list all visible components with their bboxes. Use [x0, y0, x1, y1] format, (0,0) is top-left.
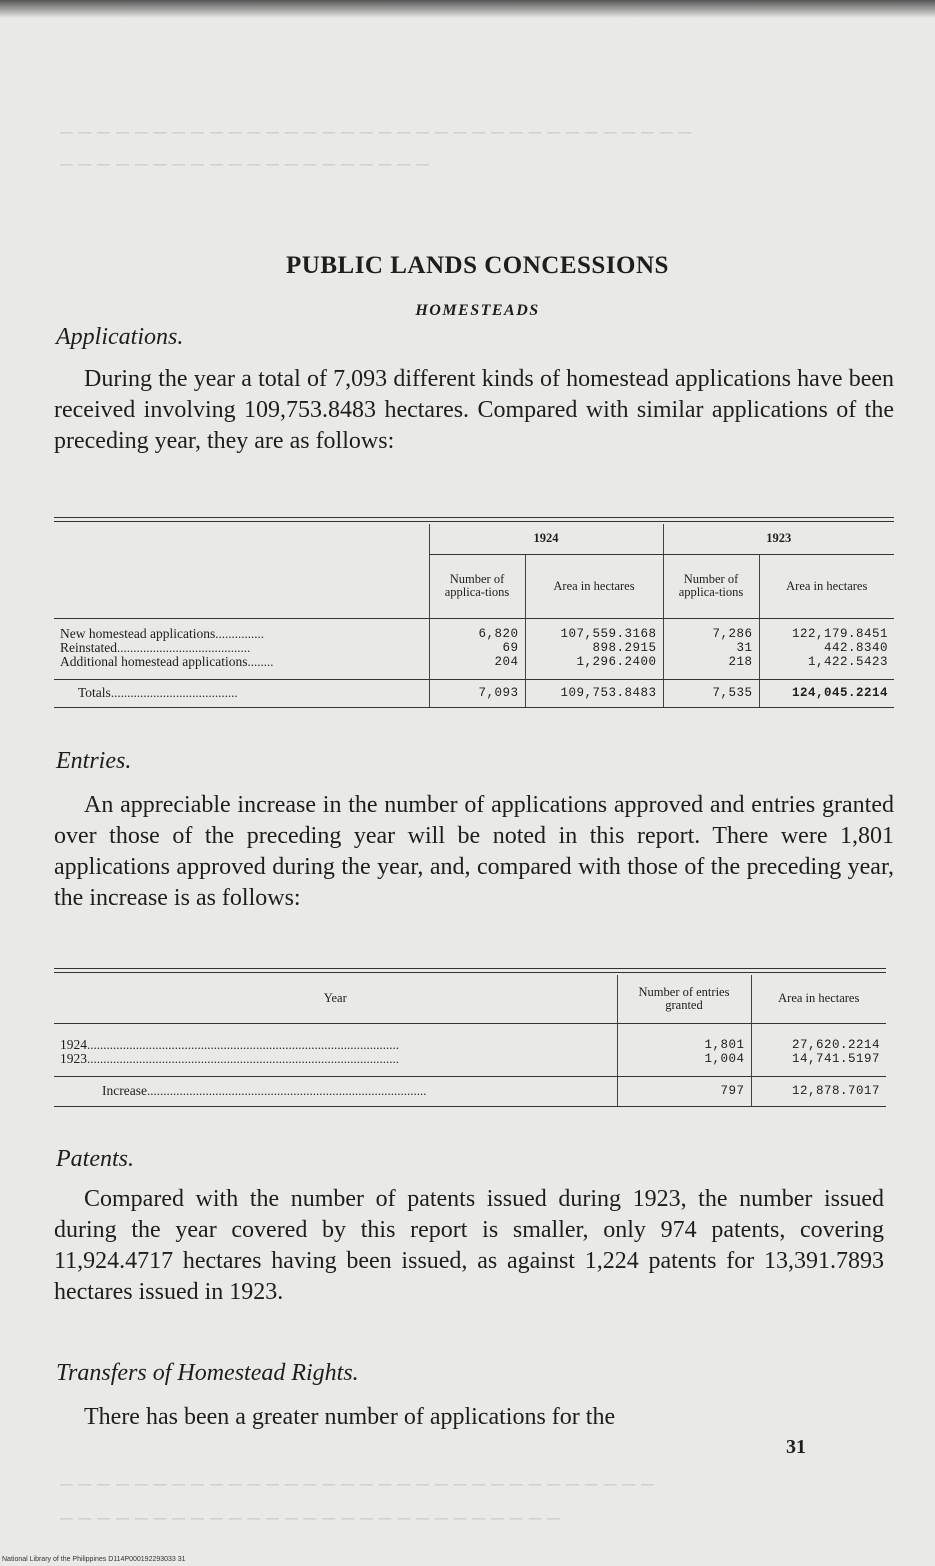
column-year: Year	[54, 975, 617, 1023]
cell-number: 69	[429, 641, 525, 655]
column-area: Area in hectares	[759, 554, 894, 618]
table-row	[54, 618, 894, 641]
cell-area: 124,045.2214	[759, 679, 894, 707]
table-rule	[54, 972, 886, 973]
applications-table	[54, 524, 894, 708]
table-row	[54, 1023, 886, 1052]
heading-applications: Applications.	[56, 324, 184, 350]
column-year-1923: 1923	[663, 524, 894, 554]
table-corner	[54, 524, 429, 618]
paragraph-applications: During the year a total of 7,093 different kinds of homestead applications have been received involving 109,753.8483 hectares. Compared with similar applications of the preceding year, they are as follows:	[54, 366, 894, 454]
cell-area: 109,753.8483	[525, 679, 663, 707]
column-area: Area in hectares	[751, 975, 886, 1023]
cell-area: 27,620.2214	[751, 1023, 886, 1052]
row-year: 1924................................................................................................	[60, 1036, 399, 1052]
cell-area: 898.2915	[525, 641, 663, 655]
row-label: Totals.......................................	[54, 679, 429, 707]
table-rule	[54, 517, 894, 518]
cell-area: 14,741.5197	[751, 1052, 886, 1077]
cell-number: 7,286	[663, 618, 759, 641]
scan-footer: National Library of the Philippines D114P000192293033 31	[2, 1556, 186, 1563]
cell-area: 12,878.7017	[751, 1076, 886, 1106]
column-area: Area in hectares	[525, 554, 663, 618]
bleed-through: ‒ ‒ ‒ ‒ ‒ ‒ ‒ ‒ ‒ ‒ ‒ ‒ ‒ ‒ ‒ ‒ ‒ ‒ ‒ ‒	[60, 150, 429, 177]
bleed-through: ‒ ‒ ‒ ‒ ‒ ‒ ‒ ‒ ‒ ‒ ‒ ‒ ‒ ‒ ‒ ‒ ‒ ‒ ‒ ‒ ‒ ‒ ‒ ‒ ‒ ‒ ‒	[60, 1504, 560, 1531]
table-row	[54, 1052, 886, 1077]
cell-entries: 797	[617, 1076, 751, 1106]
row-label: Additional homestead applications........	[54, 655, 429, 680]
cell-number: 31	[663, 641, 759, 655]
table-row	[54, 655, 894, 680]
cell-entries: 1,004	[617, 1052, 751, 1077]
cell-number: 7,093	[429, 679, 525, 707]
page-title: PUBLIC LANDS CONCESSIONS	[286, 252, 669, 279]
table-row	[54, 641, 894, 655]
cell-area: 1,296.2400	[525, 655, 663, 680]
heading-transfers: Transfers of Homestead Rights.	[56, 1360, 359, 1386]
bleed-through: ‒ ‒ ‒ ‒ ‒ ‒ ‒ ‒ ‒ ‒ ‒ ‒ ‒ ‒ ‒ ‒ ‒ ‒ ‒ ‒ ‒ ‒ ‒ ‒ ‒ ‒ ‒ ‒ ‒ ‒ ‒ ‒ ‒ ‒	[60, 118, 692, 145]
cell-number: 7,535	[663, 679, 759, 707]
column-number: Number of applica-tions	[663, 554, 759, 618]
paragraph-entries: An appreciable increase in the number of applications approved and entries granted over those of the preceding year will be noted in this report. There were 1,801 applications approved during the year, and, compared with those of the preceding year, the increase is as follows:	[54, 792, 894, 911]
cell-entries: 1,801	[617, 1023, 751, 1052]
row-year: Increase......................................................................................	[54, 1076, 617, 1106]
totals-row	[54, 679, 894, 707]
cell-number: 6,820	[429, 618, 525, 641]
table-rule	[54, 968, 886, 969]
heading-entries: Entries.	[56, 748, 132, 774]
column-number: Number of applica-tions	[429, 554, 525, 618]
scan-edge-shadow	[0, 0, 935, 18]
cell-area: 107,559.3168	[525, 618, 663, 641]
cell-number: 218	[663, 655, 759, 680]
entries-table	[54, 975, 886, 1107]
row-label: Reinstated.........................................	[60, 639, 251, 655]
increase-row	[54, 1076, 886, 1106]
section-subtitle: HOMESTEADS	[415, 302, 540, 319]
cell-number: 204	[429, 655, 525, 680]
paragraph-transfers: There has been a greater number of applications for the	[84, 1404, 616, 1430]
heading-patents: Patents.	[56, 1146, 134, 1172]
row-year: 1923................................................................................................	[54, 1052, 617, 1077]
cell-area: 1,422.5423	[759, 655, 894, 680]
column-entries: Number of entries granted	[617, 975, 751, 1023]
column-year-1924: 1924	[429, 524, 663, 554]
table-rule	[54, 521, 894, 522]
cell-area: 442.8340	[759, 641, 894, 655]
row-label: New homestead applications...............	[60, 625, 264, 641]
paragraph-patents: Compared with the number of patents issued during 1923, the number issued during the year covered by this report is smaller, only 974 patents, covering 11,924.4717 hectares having been issued, as against 1,224 patents for 13,391.7893 hectares issued in 1923.	[54, 1186, 884, 1305]
bleed-through: ‒ ‒ ‒ ‒ ‒ ‒ ‒ ‒ ‒ ‒ ‒ ‒ ‒ ‒ ‒ ‒ ‒ ‒ ‒ ‒ ‒ ‒ ‒ ‒ ‒ ‒ ‒ ‒ ‒ ‒ ‒ ‒	[60, 1470, 654, 1497]
cell-area: 122,179.8451	[759, 618, 894, 641]
page-number: 31	[786, 1436, 806, 1458]
